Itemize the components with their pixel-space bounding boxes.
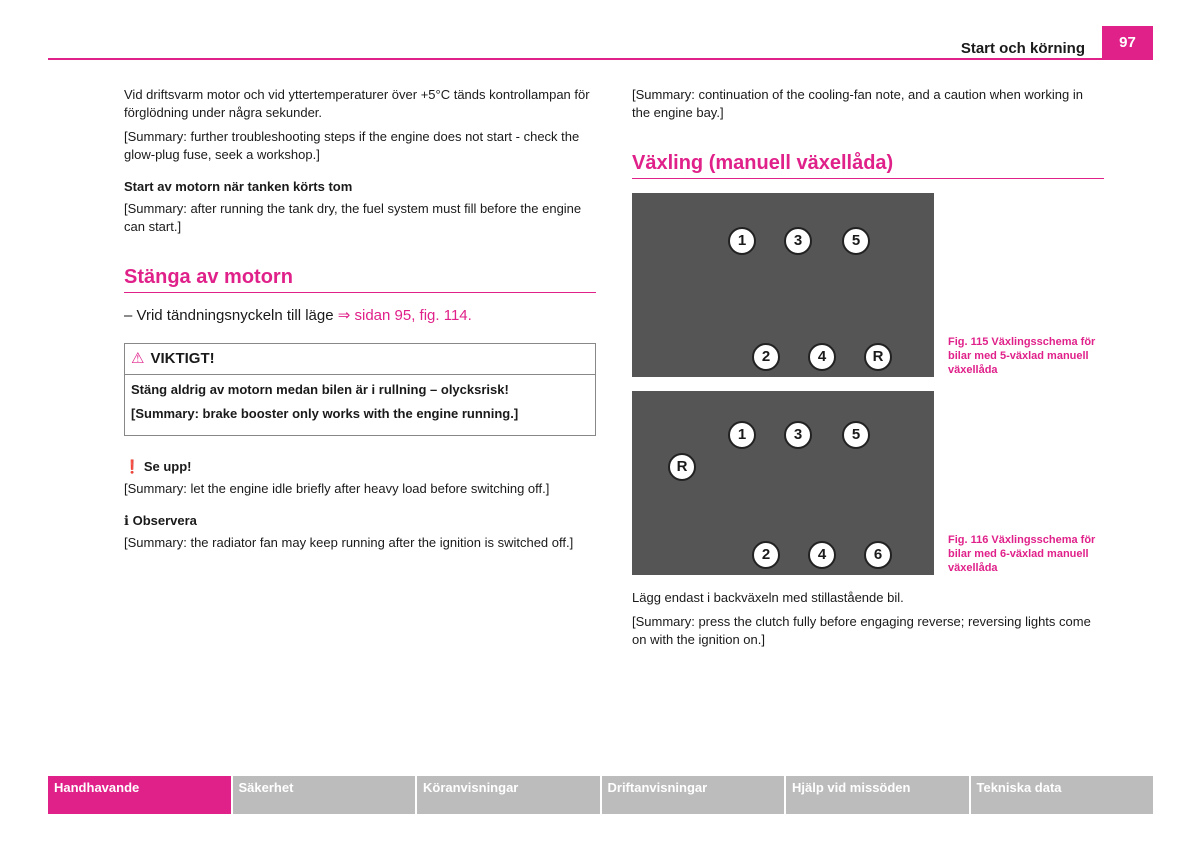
figure-116-caption: Fig. 116 Växlingsschema för bilar med 6-växlad manuell växellåda [948,534,1096,574]
figure-115-caption: Fig. 115 Växlingsschema för bilar med 5-växlad manuell växellåda [948,336,1096,376]
header-rule [48,58,1153,60]
observe-heading: ℹ Observera [124,513,197,528]
caution-heading: ❗ Se upp! [124,459,192,474]
info-icon: ℹ [124,513,129,528]
five-speed-shift-diagram: 1 3 5 2 4 R [632,193,934,377]
warning-box [124,343,596,436]
nav-tab-tekniska-data[interactable]: Tekniska data [971,776,1154,814]
warning-triangle-icon: ⚠ [131,350,145,367]
warning-excerpt: Stäng aldrig av motorn medan bilen är i rullning – olycksrisk! [131,382,509,397]
reverse-gear-excerpt: Lägg endast i backväxeln med stillastående bil. [632,590,904,605]
observe-summary: [Summary: the radiator fan may keep running after the ignition is switched off.] [124,535,574,550]
figure-116 [632,391,1104,575]
chapter-nav [48,776,1153,814]
page-number: 97 [1102,26,1153,59]
six-speed-shift-diagram: 1 3 5 R 2 4 6 [632,391,934,575]
right-column [632,86,1104,655]
engine-off-heading: Stänga av motorn [124,268,596,293]
nav-tab-handhavande[interactable]: Handhavande [48,776,231,814]
cross-reference-link[interactable]: ⇒ sidan 95, fig. 114. [337,307,472,324]
nav-tab-driftanvisningar[interactable]: Driftanvisningar [602,776,785,814]
right-top-summary: [Summary: continuation of the cooling-fan note, and a caution when working in the engine bay.] [632,87,1083,120]
warning-header: ⚠ VIKTIGT! [125,344,595,375]
glow-plug-excerpt: Vid driftsvarm motor och vid yttertemperaturer över +5°C tänds kontrollampan för förglödning under några sekunder. [124,87,590,120]
figure-115 [632,193,1104,377]
start-troubleshooting-summary: [Summary: further troubleshooting steps if the engine does not start - check the glow-plug fuse, seek a workshop.] [124,129,580,162]
gearshift-heading: Växling (manuell växellåda) [632,154,1104,179]
left-column [124,86,596,558]
warning-body [125,375,595,435]
running-head: Start och körning [960,40,1085,57]
engine-off-step: – Vrid tändningsnyckeln till läge ⇒ sidan 95, fig. 114. [124,307,472,324]
reverse-gear-summary: [Summary: press the clutch fully before engaging reverse; reversing lights come on with the ignition on.] [632,614,1091,647]
nav-tab-koranvisningar[interactable]: Köranvisningar [417,776,600,814]
caution-summary: [Summary: let the engine idle briefly after heavy load before switching off.] [124,481,550,496]
empty-tank-heading: Start av motorn när tanken körts tom [124,179,353,194]
exclamation-icon: ❗ [124,459,141,474]
warning-summary: [Summary: brake booster only works with the engine running.] [131,406,519,421]
nav-tab-sakerhet[interactable]: Säkerhet [233,776,416,814]
empty-tank-summary: [Summary: after running the tank dry, the fuel system must fill before the engine can start.] [124,201,582,234]
nav-tab-hjalp[interactable]: Hjälp vid missöden [786,776,969,814]
